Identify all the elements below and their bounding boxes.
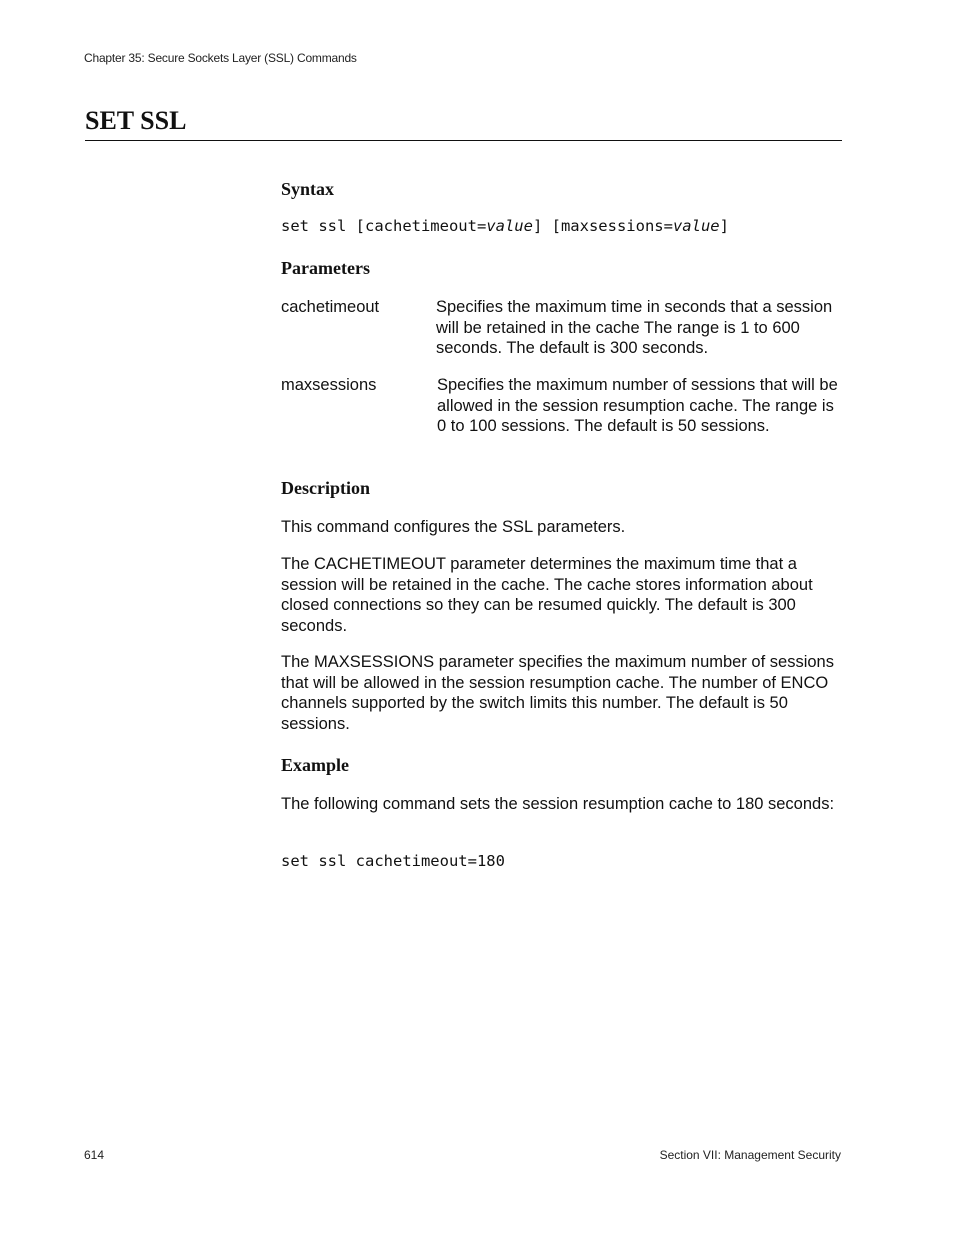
description-paragraph: The CACHETIMEOUT parameter determines the maximum time that a session will be retained in the cache. The cache stores information about closed connections so they can be resumed quickly. The default is 300 seconds. bbox=[281, 555, 813, 635]
page-title: SET SSL bbox=[85, 106, 187, 135]
title-rule bbox=[85, 140, 842, 141]
syntax-prefix: set ssl [cachetimeout= bbox=[281, 217, 487, 235]
running-head: Chapter 35: Secure Sockets Layer (SSL) Commands bbox=[84, 51, 357, 65]
syntax-middle: ] [maxsessions= bbox=[532, 217, 673, 235]
param-desc-cachetimeout: Specifies the maximum time in seconds that a session will be retained in the cache The range is 1 to 600 seconds. The default is 300 seconds. bbox=[436, 298, 833, 357]
parameters-heading: Parameters bbox=[281, 258, 370, 278]
description-heading: Description bbox=[281, 478, 370, 498]
param-name-maxsessions: maxsessions bbox=[281, 376, 377, 394]
syntax-suffix: ] bbox=[719, 217, 729, 235]
example-heading: Example bbox=[281, 755, 350, 775]
param-name-cachetimeout: cachetimeout bbox=[281, 298, 380, 316]
page-number: 614 bbox=[84, 1148, 105, 1162]
example-text: The following command sets the session resumption cache to 180 seconds: bbox=[281, 795, 835, 813]
section-footer: Section VII: Management Security bbox=[659, 1148, 841, 1162]
param-desc-maxsessions: Specifies the maximum number of sessions that will be allowed in the session resumption cache. The range is 0 to 100 sessions. The default is 50 sessions. bbox=[437, 376, 838, 435]
description-paragraph: This command configures the SSL parameters. bbox=[281, 518, 626, 536]
syntax-value-placeholder: value bbox=[486, 217, 533, 235]
syntax-command bbox=[281, 217, 729, 235]
description-paragraph: The MAXSESSIONS parameter specifies the maximum number of sessions that will be allowed in the session resumption cache. The number of ENCO channels supported by the switch limits this number. The default is 50 sessions. bbox=[281, 653, 834, 733]
syntax-value-placeholder: value bbox=[672, 217, 720, 235]
syntax-heading: Syntax bbox=[281, 179, 335, 199]
example-command: set ssl cachetimeout=180 bbox=[281, 852, 505, 870]
